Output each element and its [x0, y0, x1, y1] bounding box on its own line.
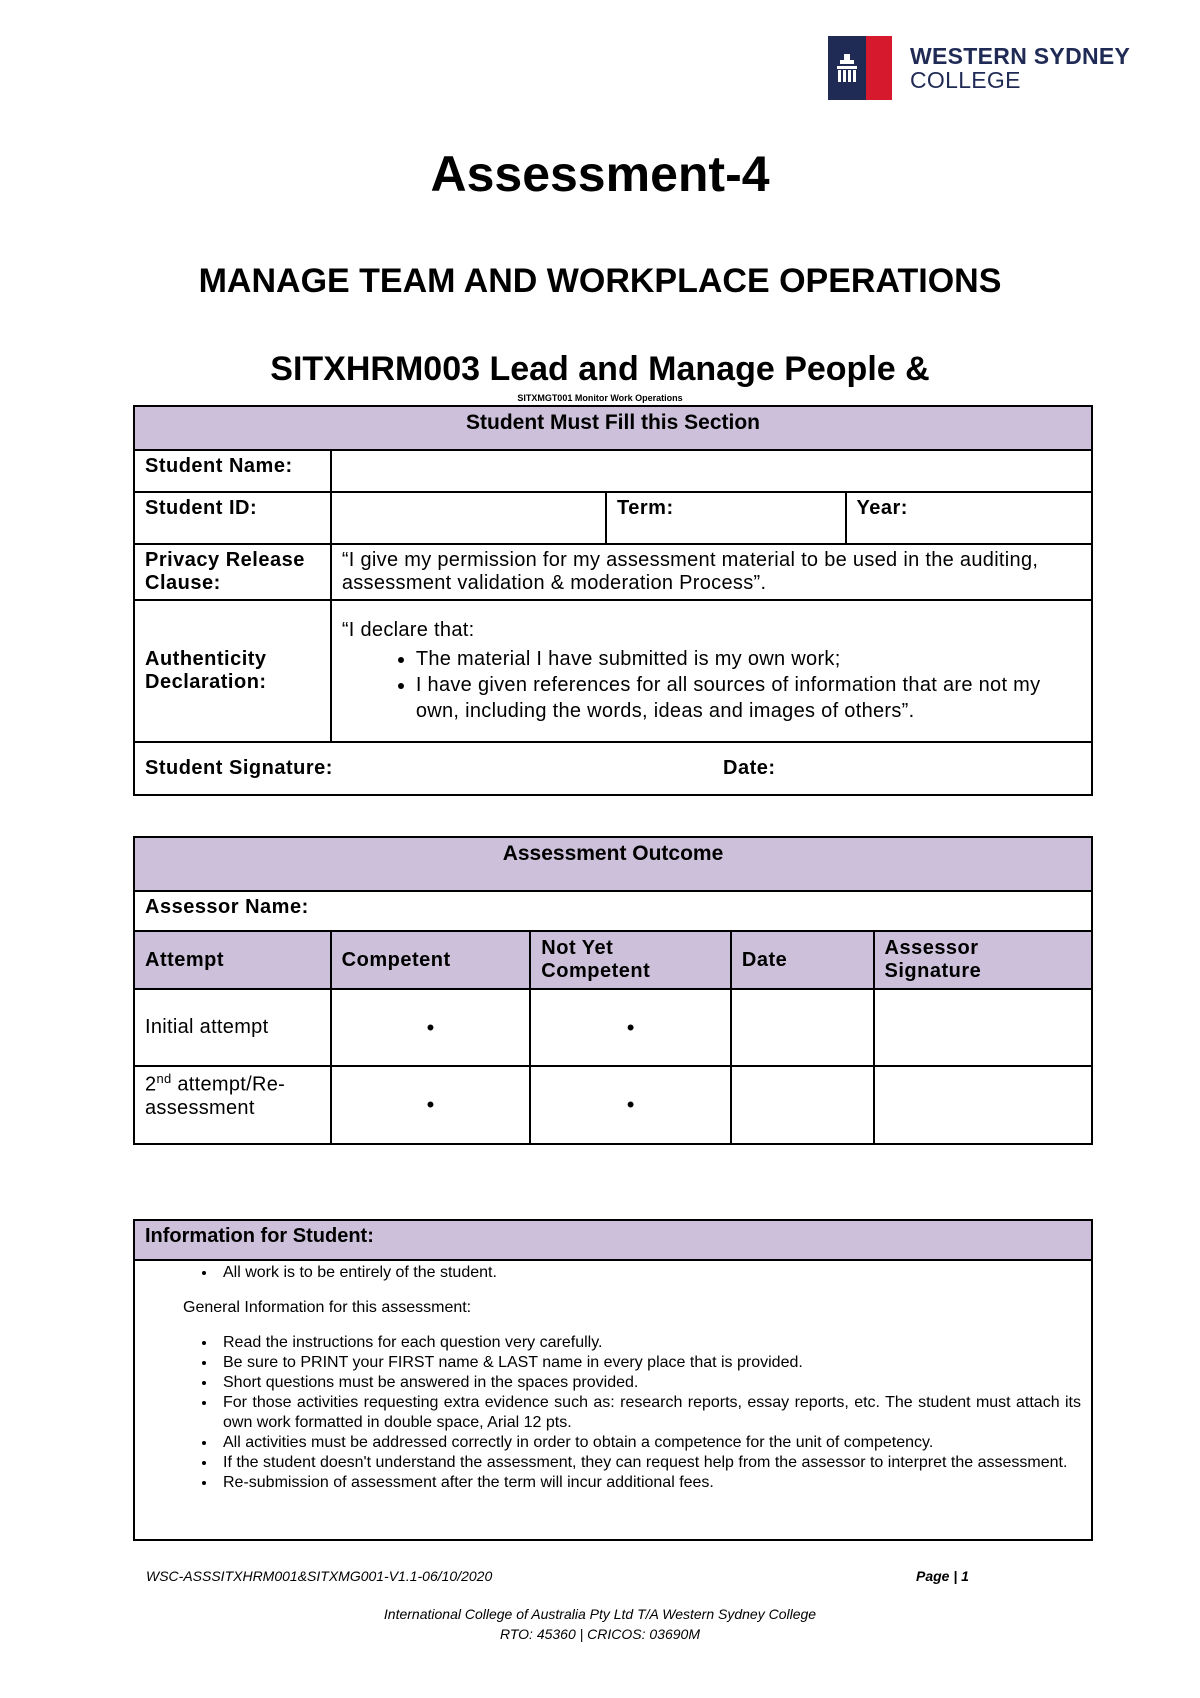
outcome-header: Assessment Outcome	[134, 837, 1092, 891]
signature-cell[interactable]	[874, 1066, 1093, 1144]
list-item: • I have given references for all sources of information that are not my own, including the words, ideas and images of others”.	[416, 672, 1081, 724]
col-attempt: Attempt	[134, 931, 331, 989]
competent-bullet[interactable]: •	[331, 989, 531, 1066]
competent-bullet[interactable]: •	[331, 1066, 531, 1144]
assessor-name-field[interactable]	[134, 891, 1092, 931]
list-item: • If the student doesn't understand the assessment, they can request help from the assessor to interpret the assessment.	[217, 1453, 1081, 1473]
privacy-label: Privacy Release Clause:	[134, 544, 331, 600]
student-section-header: Student Must Fill this Section	[134, 406, 1092, 450]
nyc-bullet[interactable]: •	[530, 989, 731, 1066]
assessor-name-label: Assessor Name:	[145, 896, 309, 918]
college-logo	[828, 36, 1130, 100]
date-cell[interactable]	[731, 1066, 874, 1144]
student-section-table	[133, 405, 1093, 796]
attempt-cell	[134, 1066, 331, 1144]
list-item: • Short questions must be answered in the spaces provided.	[217, 1373, 1081, 1393]
student-id-label: Student ID:	[134, 492, 331, 544]
info-header: Information for Student:	[134, 1220, 1092, 1260]
page-title: Assessment-4	[430, 146, 770, 202]
footer-doc-code: WSC-ASSSITXHRM001&SITXMG001-V1.1-06/10/2020	[146, 1568, 493, 1584]
logo-line1: WESTERN SYDNEY	[910, 42, 1131, 69]
privacy-text: “I give my permission for my assessment material to be used in the auditing, assessment validation & moderation Process”.	[331, 544, 1092, 600]
student-name-label: Student Name:	[134, 450, 331, 492]
list-item: • All work is to be entirely of the student.	[217, 1263, 1081, 1283]
unit-title: SITXHRM003 Lead and Manage People &	[270, 350, 930, 388]
authenticity-label: Authenticity Declaration:	[134, 600, 331, 742]
student-name-field[interactable]	[331, 450, 1092, 492]
assessment-outcome-table	[133, 836, 1093, 1145]
footer-line2: RTO: 45360 | CRICOS: 03690M	[500, 1626, 700, 1642]
student-signature-label: Student Signature:	[145, 757, 333, 779]
logo-line2: COLLEGE	[910, 67, 1021, 93]
authenticity-list	[342, 646, 1081, 724]
student-id-field[interactable]	[331, 492, 606, 544]
signature-row[interactable]	[134, 742, 1092, 795]
list-item: • All activities must be addressed correctly in order to obtain a competence for the unit of competency.	[217, 1433, 1081, 1453]
list-item: • Re-submission of assessment after the term will incur additional fees.	[217, 1473, 1081, 1493]
info-first-list	[135, 1263, 1081, 1283]
authenticity-intro: “I declare that:	[341, 619, 475, 641]
date-label: Date:	[723, 757, 776, 779]
info-general: General Information for this assessment:	[183, 1299, 472, 1316]
signature-cell[interactable]	[874, 989, 1093, 1066]
date-cell[interactable]	[731, 989, 874, 1066]
term-field[interactable]	[606, 492, 845, 544]
attempt-prefix: 2	[145, 1073, 157, 1096]
page-subtitle: MANAGE TEAM AND WORKPLACE OPERATIONS	[198, 262, 1002, 300]
col-not-yet-competent: Not Yet Competent	[530, 931, 731, 989]
list-item: • Be sure to PRINT your FIRST name & LAST name in every place that is provided.	[217, 1353, 1081, 1373]
col-assessor-signature: Assessor Signature	[874, 931, 1093, 989]
attempt-ordinal: nd	[156, 1071, 172, 1086]
college-logo-mark	[828, 36, 892, 100]
info-list	[135, 1333, 1081, 1493]
attempt-cell: Initial attempt	[134, 989, 331, 1066]
building-icon	[833, 54, 861, 84]
list-item: • The material I have submitted is my own work;	[416, 646, 1081, 672]
col-date: Date	[731, 931, 874, 989]
table-row	[134, 1066, 1092, 1144]
footer-line1: International College of Australia Pty Ltd T/A Western Sydney College	[383, 1606, 817, 1622]
info-table	[133, 1219, 1093, 1541]
attempt-suffix: attempt/Re-assessment	[145, 1073, 286, 1119]
table-row	[134, 989, 1092, 1066]
term-label: Term:	[617, 497, 674, 519]
nyc-bullet[interactable]: •	[530, 1066, 731, 1144]
col-competent: Competent	[331, 931, 531, 989]
footer-page: Page | 1	[916, 1568, 969, 1584]
list-item: • For those activities requesting extra evidence such as: research reports, essay reports, etc. The student must attach its own work formatted in double space, Arial 12 pts.	[217, 1393, 1081, 1433]
year-field[interactable]	[846, 492, 1093, 544]
list-item: • Read the instructions for each question very carefully.	[217, 1333, 1081, 1353]
year-label: Year:	[856, 497, 908, 519]
unit-subtitle-small: SITXMGT001 Monitor Work Operations	[517, 393, 683, 403]
